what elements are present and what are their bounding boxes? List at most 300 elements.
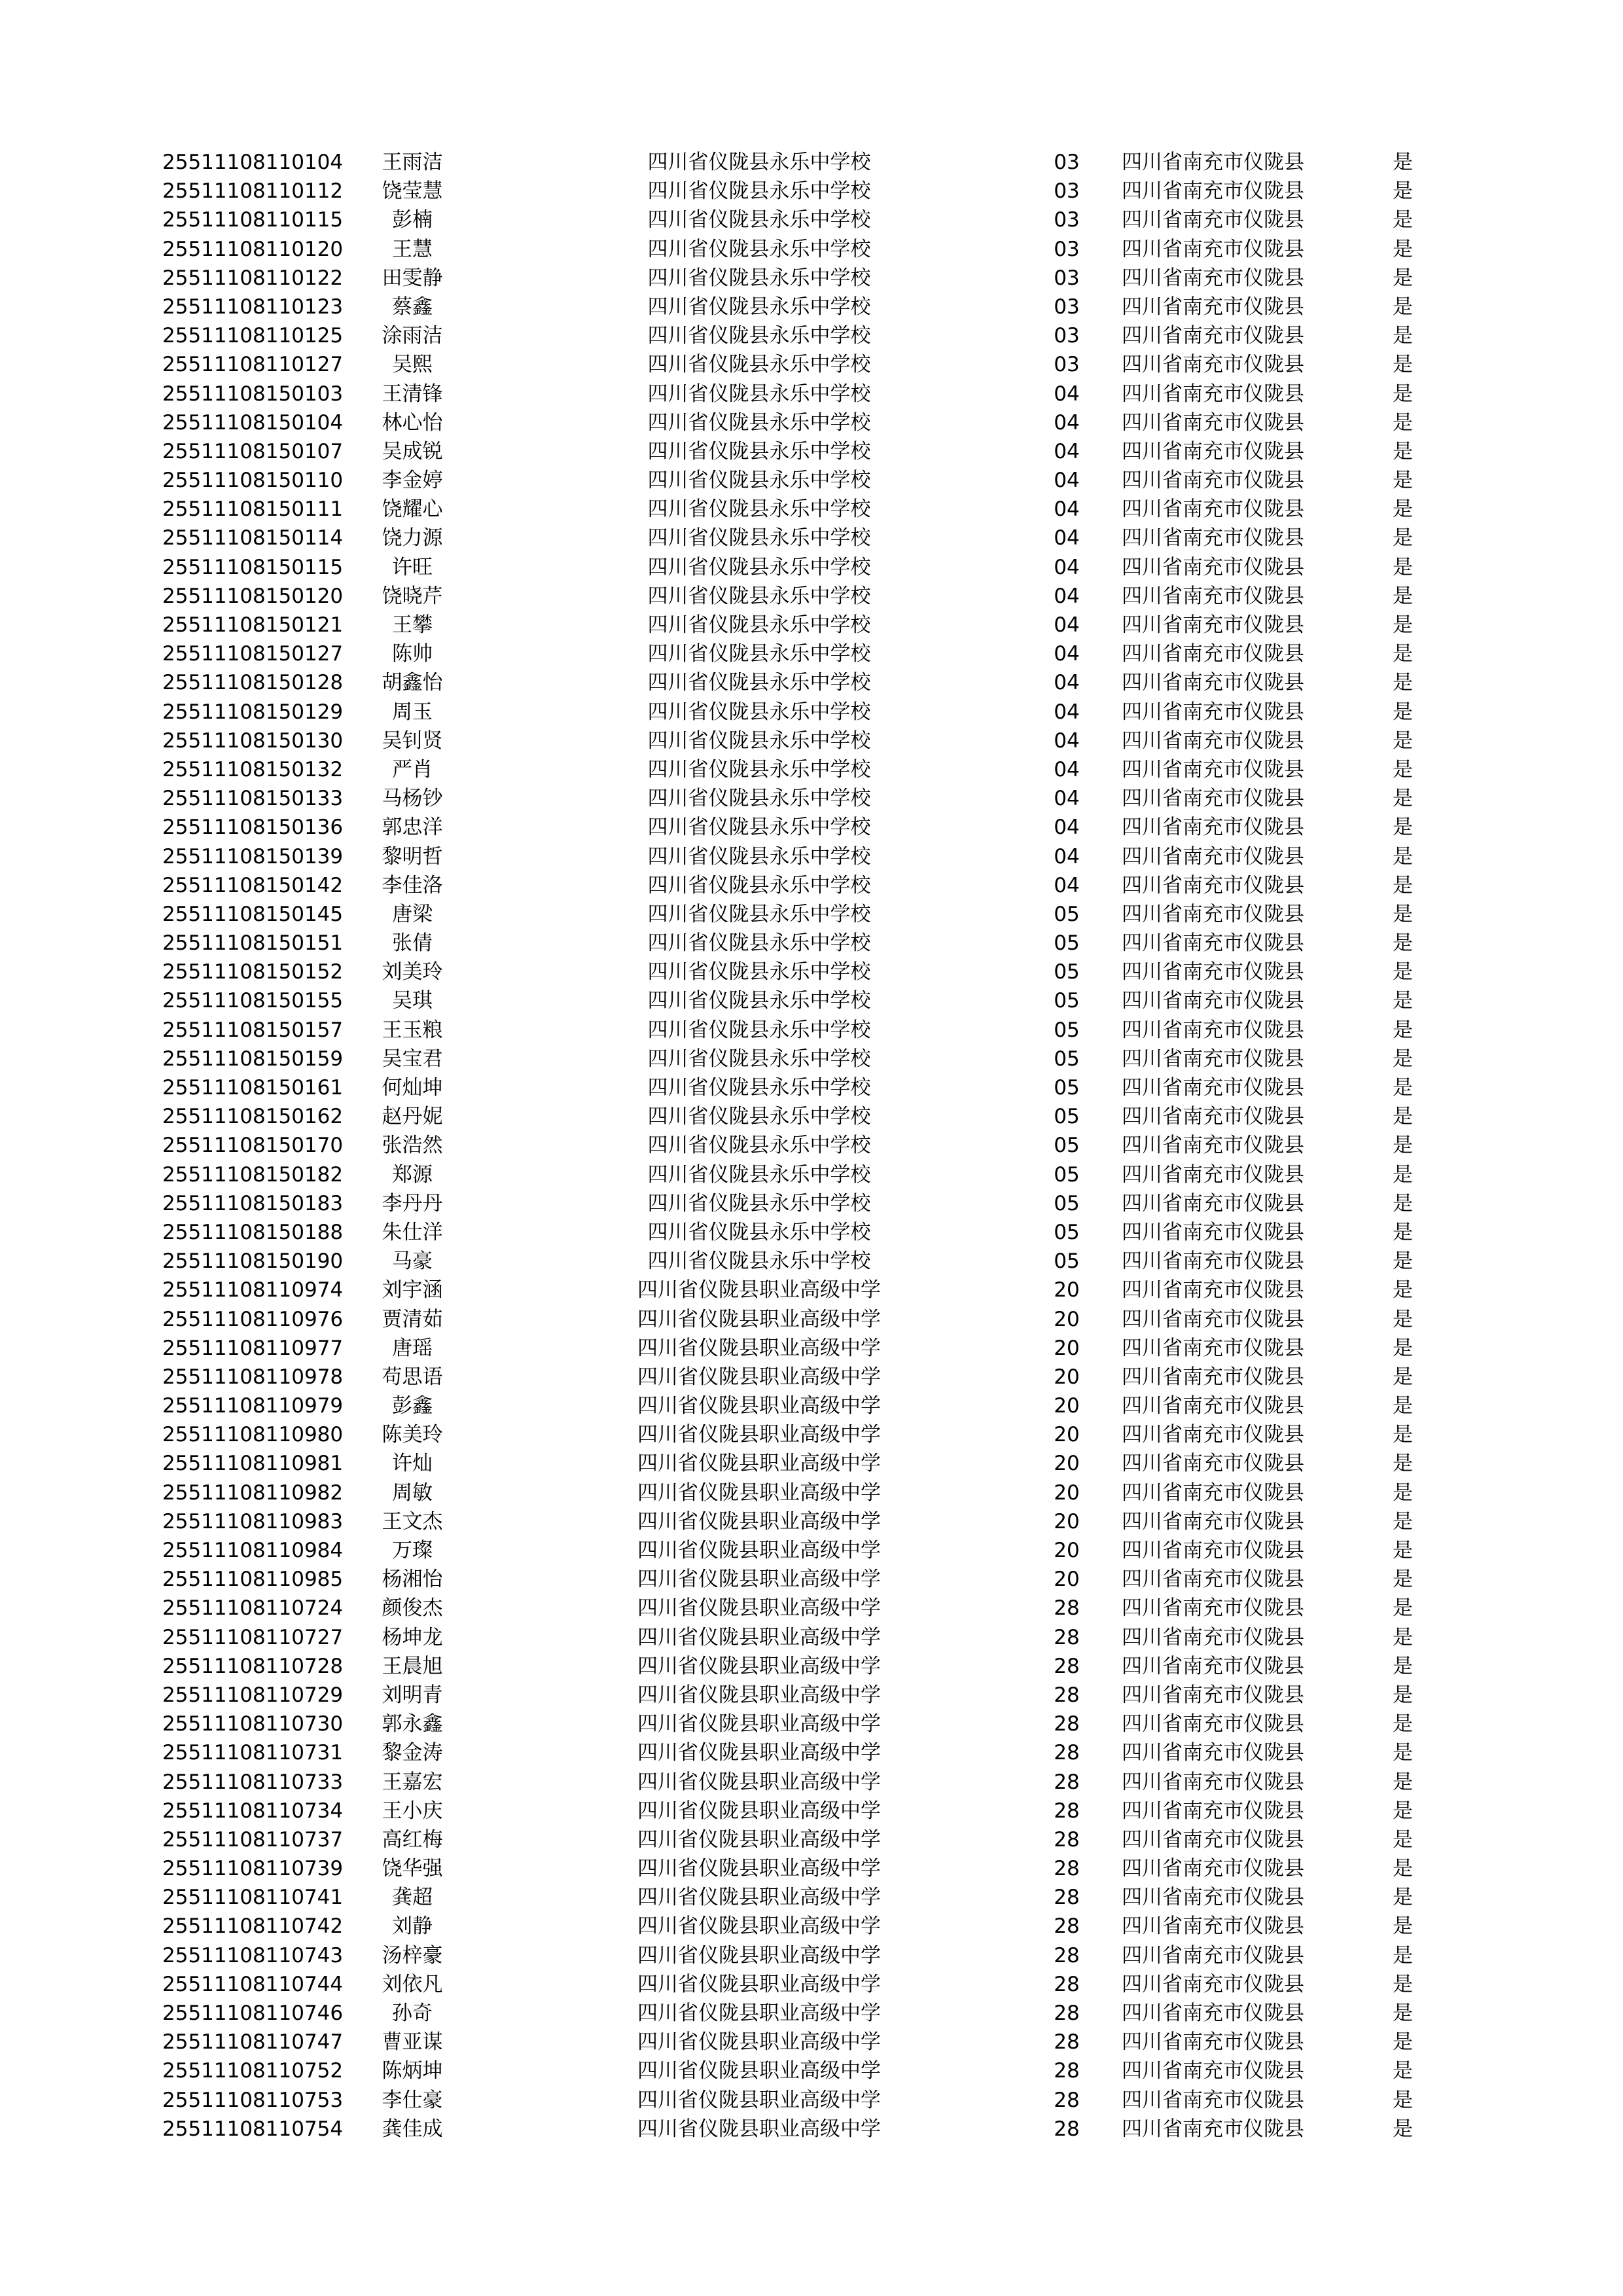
region-name: 四川省南充市仪陇县 [1122, 1249, 1304, 1274]
table-row [0, 842, 1623, 871]
eligibility-flag: 是 [1393, 931, 1413, 956]
eligibility-flag: 是 [1393, 1943, 1413, 1967]
table-row [0, 2056, 1623, 2085]
eligibility-flag: 是 [1393, 2117, 1413, 2141]
school-name: 四川省仪陇县永乐中学校 [647, 1105, 871, 1129]
school-name: 四川省仪陇县永乐中学校 [647, 1249, 871, 1274]
student-name: 黎明哲 [382, 844, 443, 869]
school-name: 四川省仪陇县永乐中学校 [647, 816, 871, 840]
candidate-id: 25511108150107 [162, 439, 344, 463]
student-name: 唐梁 [392, 902, 433, 926]
region-name: 四川省南充市仪陇县 [1122, 728, 1304, 753]
region-name: 四川省南充市仪陇县 [1122, 1943, 1304, 1967]
eligibility-flag: 是 [1393, 1972, 1413, 1996]
school-name: 四川省仪陇县职业高级中学 [637, 1799, 881, 1823]
table-row [0, 639, 1623, 668]
candidate-id: 25511108110974 [162, 1278, 344, 1302]
eligibility-flag: 是 [1393, 1886, 1413, 1910]
school-name: 四川省仪陇县永乐中学校 [647, 844, 871, 869]
region-name: 四川省南充市仪陇县 [1122, 469, 1304, 493]
candidate-id: 25511108150121 [162, 613, 344, 637]
class-code: 03 [1054, 324, 1080, 348]
candidate-id: 25511108110983 [162, 1509, 344, 1534]
class-code: 20 [1054, 1365, 1080, 1389]
student-name: 涂雨洁 [382, 324, 443, 348]
table-row [0, 1565, 1623, 1594]
eligibility-flag: 是 [1393, 295, 1413, 319]
school-name: 四川省仪陇县永乐中学校 [647, 1047, 871, 1071]
eligibility-flag: 是 [1393, 1914, 1413, 1939]
region-name: 四川省南充市仪陇县 [1122, 2088, 1304, 2112]
school-name: 四川省仪陇县永乐中学校 [647, 497, 871, 522]
school-name: 四川省仪陇县永乐中学校 [647, 1076, 871, 1100]
candidate-id: 25511108150188 [162, 1220, 344, 1244]
class-code: 20 [1054, 1568, 1080, 1592]
eligibility-flag: 是 [1393, 526, 1413, 550]
candidate-id: 25511108150155 [162, 989, 344, 1013]
class-code: 04 [1054, 642, 1080, 666]
student-name: 王慧 [392, 237, 433, 261]
candidate-id: 25511108150132 [162, 757, 344, 781]
class-code: 04 [1054, 844, 1080, 869]
class-code: 04 [1054, 700, 1080, 724]
candidate-id: 25511108110125 [162, 324, 344, 348]
student-name: 孙奇 [392, 2001, 433, 2025]
table-row [0, 2115, 1623, 2144]
region-name: 四川省南充市仪陇县 [1122, 844, 1304, 869]
table-row [0, 437, 1623, 466]
student-name: 吴熙 [392, 353, 433, 377]
school-name: 四川省仪陇县永乐中学校 [647, 439, 871, 463]
school-name: 四川省仪陇县永乐中学校 [647, 179, 871, 204]
student-name: 龚超 [392, 1886, 433, 1910]
region-name: 四川省南充市仪陇县 [1122, 1365, 1304, 1389]
table-row [0, 495, 1623, 524]
table-row [0, 986, 1623, 1015]
school-name: 四川省仪陇县永乐中学校 [647, 469, 871, 493]
eligibility-flag: 是 [1393, 1336, 1413, 1360]
school-name: 四川省仪陇县职业高级中学 [637, 2117, 881, 2141]
class-code: 05 [1054, 1249, 1080, 1274]
class-code: 28 [1054, 1770, 1080, 1794]
region-name: 四川省南充市仪陇县 [1122, 1914, 1304, 1939]
school-name: 四川省仪陇县职业高级中学 [637, 1394, 881, 1418]
region-name: 四川省南充市仪陇县 [1122, 1423, 1304, 1447]
candidate-id: 25511108110737 [162, 1827, 344, 1852]
eligibility-flag: 是 [1393, 555, 1413, 579]
candidate-id: 25511108110728 [162, 1654, 344, 1678]
table-row [0, 1854, 1623, 1883]
table-row [0, 466, 1623, 495]
table-row [0, 2028, 1623, 2056]
region-name: 四川省南充市仪陇县 [1122, 700, 1304, 724]
candidate-id: 25511108110982 [162, 1480, 344, 1505]
eligibility-flag: 是 [1393, 1134, 1413, 1158]
table-row [0, 1102, 1623, 1131]
school-name: 四川省仪陇县职业高级中学 [637, 1886, 881, 1910]
student-name: 饶华强 [382, 1857, 443, 1881]
student-name: 刘明青 [382, 1683, 443, 1707]
table-row [0, 1768, 1623, 1797]
eligibility-flag: 是 [1393, 1539, 1413, 1562]
table-row [0, 1420, 1623, 1449]
class-code: 28 [1054, 2088, 1080, 2112]
school-name: 四川省仪陇县职业高级中学 [637, 1480, 881, 1505]
eligibility-flag: 是 [1393, 584, 1413, 608]
eligibility-flag: 是 [1393, 787, 1413, 811]
eligibility-flag: 是 [1393, 1625, 1413, 1649]
student-name: 张浩然 [382, 1134, 443, 1158]
class-code: 04 [1054, 382, 1080, 406]
region-name: 四川省南充市仪陇县 [1122, 266, 1304, 290]
school-name: 四川省仪陇县永乐中学校 [647, 1220, 871, 1244]
eligibility-flag: 是 [1393, 1249, 1413, 1274]
eligibility-flag: 是 [1393, 1220, 1413, 1244]
region-name: 四川省南充市仪陇县 [1122, 1683, 1304, 1707]
region-name: 四川省南充市仪陇县 [1122, 787, 1304, 811]
student-name: 彭楠 [392, 208, 433, 232]
table-row [0, 1594, 1623, 1623]
school-name: 四川省仪陇县永乐中学校 [647, 208, 871, 232]
student-name: 陈美玲 [382, 1423, 443, 1447]
candidate-id: 25511108110739 [162, 1857, 344, 1881]
region-name: 四川省南充市仪陇县 [1122, 2030, 1304, 2054]
region-name: 四川省南充市仪陇县 [1122, 1972, 1304, 1996]
student-name: 吴成锐 [382, 439, 443, 463]
school-name: 四川省仪陇县职业高级中学 [637, 1539, 881, 1562]
class-code: 05 [1054, 1134, 1080, 1158]
eligibility-flag: 是 [1393, 757, 1413, 781]
candidate-id: 25511108110743 [162, 1943, 344, 1967]
school-name: 四川省仪陇县永乐中学校 [647, 787, 871, 811]
school-name: 四川省仪陇县职业高级中学 [637, 2088, 881, 2112]
class-code: 05 [1054, 1191, 1080, 1215]
region-name: 四川省南充市仪陇县 [1122, 1162, 1304, 1187]
school-name: 四川省仪陇县永乐中学校 [647, 1191, 871, 1215]
candidate-id: 25511108150161 [162, 1076, 344, 1100]
school-name: 四川省仪陇县永乐中学校 [647, 324, 871, 348]
candidate-id: 25511108150162 [162, 1105, 344, 1129]
region-name: 四川省南充市仪陇县 [1122, 353, 1304, 377]
class-code: 28 [1054, 1654, 1080, 1678]
region-name: 四川省南充市仪陇县 [1122, 2059, 1304, 2083]
student-name: 马豪 [392, 1249, 433, 1274]
table-row [0, 235, 1623, 264]
table-row [0, 611, 1623, 639]
region-name: 四川省南充市仪陇县 [1122, 555, 1304, 579]
class-code: 28 [1054, 2030, 1080, 2054]
region-name: 四川省南充市仪陇县 [1122, 179, 1304, 204]
class-code: 04 [1054, 671, 1080, 695]
class-code: 28 [1054, 1827, 1080, 1852]
candidate-id: 25511108110978 [162, 1365, 344, 1389]
school-name: 四川省仪陇县职业高级中学 [637, 1423, 881, 1447]
class-code: 28 [1054, 1741, 1080, 1765]
eligibility-flag: 是 [1393, 2059, 1413, 2083]
candidate-id: 25511108110984 [162, 1539, 344, 1562]
candidate-id: 25511108110977 [162, 1336, 344, 1360]
candidate-id: 25511108110980 [162, 1423, 344, 1447]
region-name: 四川省南充市仪陇县 [1122, 208, 1304, 232]
candidate-id: 25511108110123 [162, 295, 344, 319]
class-code: 04 [1054, 497, 1080, 522]
candidate-id: 25511108110724 [162, 1596, 344, 1621]
eligibility-flag: 是 [1393, 1278, 1413, 1302]
region-name: 四川省南充市仪陇县 [1122, 1220, 1304, 1244]
candidate-id: 25511108110727 [162, 1625, 344, 1649]
school-name: 四川省仪陇县职业高级中学 [637, 1827, 881, 1852]
candidate-id: 25511108110730 [162, 1712, 344, 1736]
school-name: 四川省仪陇县永乐中学校 [647, 266, 871, 290]
student-name: 周玉 [392, 700, 433, 724]
school-name: 四川省仪陇县职业高级中学 [637, 1770, 881, 1794]
candidate-id: 25511108110979 [162, 1394, 344, 1418]
eligibility-flag: 是 [1393, 1857, 1413, 1881]
school-name: 四川省仪陇县职业高级中学 [637, 1452, 881, 1476]
student-name: 王嘉宏 [382, 1770, 443, 1794]
student-name: 吴钊贤 [382, 728, 443, 753]
candidate-id: 25511108150120 [162, 584, 344, 608]
class-code: 28 [1054, 2117, 1080, 2141]
class-code: 05 [1054, 989, 1080, 1013]
school-name: 四川省仪陇县永乐中学校 [647, 757, 871, 781]
region-name: 四川省南充市仪陇县 [1122, 613, 1304, 637]
eligibility-flag: 是 [1393, 497, 1413, 522]
class-code: 28 [1054, 1857, 1080, 1881]
eligibility-flag: 是 [1393, 2030, 1413, 2054]
class-code: 28 [1054, 1712, 1080, 1736]
region-name: 四川省南充市仪陇县 [1122, 1596, 1304, 1621]
table-row [0, 784, 1623, 813]
class-code: 20 [1054, 1452, 1080, 1476]
class-code: 05 [1054, 1047, 1080, 1071]
table-row [0, 1276, 1623, 1304]
eligibility-flag: 是 [1393, 151, 1413, 174]
student-name: 饶晓芹 [382, 584, 443, 608]
class-code: 04 [1054, 728, 1080, 753]
class-code: 28 [1054, 1799, 1080, 1823]
region-name: 四川省南充市仪陇县 [1122, 816, 1304, 840]
candidate-id: 25511108110729 [162, 1683, 344, 1707]
class-code: 04 [1054, 816, 1080, 840]
school-name: 四川省仪陇县永乐中学校 [647, 584, 871, 608]
candidate-id: 25511108150103 [162, 382, 344, 406]
school-name: 四川省仪陇县永乐中学校 [647, 728, 871, 753]
table-row [0, 929, 1623, 958]
candidate-id: 25511108150127 [162, 642, 344, 666]
student-name: 周敏 [392, 1480, 433, 1505]
school-name: 四川省仪陇县永乐中学校 [647, 960, 871, 984]
student-name: 许旺 [392, 555, 433, 579]
eligibility-flag: 是 [1393, 1480, 1413, 1505]
eligibility-flag: 是 [1393, 642, 1413, 666]
table-row [0, 1797, 1623, 1825]
school-name: 四川省仪陇县职业高级中学 [637, 1336, 881, 1360]
table-row [0, 1883, 1623, 1912]
candidate-id: 25511108150139 [162, 844, 344, 869]
school-name: 四川省仪陇县职业高级中学 [637, 1943, 881, 1967]
candidate-id: 25511108110731 [162, 1741, 344, 1765]
class-code: 04 [1054, 526, 1080, 550]
region-name: 四川省南充市仪陇县 [1122, 1018, 1304, 1042]
school-name: 四川省仪陇县永乐中学校 [647, 989, 871, 1013]
student-name: 陈帅 [392, 642, 433, 666]
candidate-id: 25511108110127 [162, 353, 344, 377]
school-name: 四川省仪陇县职业高级中学 [637, 2001, 881, 2025]
table-row [0, 177, 1623, 206]
school-name: 四川省仪陇县职业高级中学 [637, 1365, 881, 1389]
region-name: 四川省南充市仪陇县 [1122, 1625, 1304, 1649]
school-name: 四川省仪陇县永乐中学校 [647, 1018, 871, 1042]
student-name: 郑源 [392, 1162, 433, 1187]
candidate-id: 25511108150130 [162, 728, 344, 753]
table-row [0, 755, 1623, 784]
candidate-id: 25511108110741 [162, 1886, 344, 1910]
candidate-id: 25511108150145 [162, 902, 344, 926]
class-code: 28 [1054, 1914, 1080, 1939]
school-name: 四川省仪陇县永乐中学校 [647, 931, 871, 956]
school-name: 四川省仪陇县永乐中学校 [647, 353, 871, 377]
eligibility-flag: 是 [1393, 2088, 1413, 2112]
eligibility-flag: 是 [1393, 728, 1413, 753]
table-row [0, 1016, 1623, 1045]
eligibility-flag: 是 [1393, 324, 1413, 348]
class-code: 05 [1054, 1018, 1080, 1042]
eligibility-flag: 是 [1393, 1509, 1413, 1534]
student-name: 王清锋 [382, 382, 443, 406]
class-code: 20 [1054, 1539, 1080, 1562]
eligibility-flag: 是 [1393, 989, 1413, 1013]
school-name: 四川省仪陇县永乐中学校 [647, 151, 871, 174]
student-name: 李丹丹 [382, 1191, 443, 1215]
class-code: 28 [1054, 2059, 1080, 2083]
table-row [0, 1507, 1623, 1536]
eligibility-flag: 是 [1393, 266, 1413, 290]
student-name: 陈炳坤 [382, 2059, 443, 2083]
class-code: 20 [1054, 1509, 1080, 1534]
class-code: 03 [1054, 237, 1080, 261]
eligibility-flag: 是 [1393, 1568, 1413, 1592]
student-name: 王小庆 [382, 1799, 443, 1823]
table-row [0, 1623, 1623, 1652]
table-row [0, 321, 1623, 350]
region-name: 四川省南充市仪陇县 [1122, 1480, 1304, 1505]
candidate-id: 25511108150190 [162, 1249, 344, 1274]
school-name: 四川省仪陇县职业高级中学 [637, 1857, 881, 1881]
class-code: 04 [1054, 873, 1080, 897]
student-name: 李仕豪 [382, 2088, 443, 2112]
class-code: 20 [1054, 1336, 1080, 1360]
table-row [0, 1247, 1623, 1276]
candidate-id: 25511108150182 [162, 1162, 344, 1187]
class-code: 04 [1054, 584, 1080, 608]
eligibility-flag: 是 [1393, 208, 1413, 232]
school-name: 四川省仪陇县永乐中学校 [647, 873, 871, 897]
region-name: 四川省南充市仪陇县 [1122, 1741, 1304, 1765]
table-row [0, 1045, 1623, 1073]
eligibility-flag: 是 [1393, 382, 1413, 406]
region-name: 四川省南充市仪陇县 [1122, 439, 1304, 463]
school-name: 四川省仪陇县永乐中学校 [647, 671, 871, 695]
region-name: 四川省南充市仪陇县 [1122, 1307, 1304, 1331]
region-name: 四川省南充市仪陇县 [1122, 237, 1304, 261]
class-code: 20 [1054, 1423, 1080, 1447]
candidate-id: 25511108110754 [162, 2117, 344, 2141]
table-row [0, 206, 1623, 234]
class-code: 03 [1054, 208, 1080, 232]
region-name: 四川省南充市仪陇县 [1122, 324, 1304, 348]
region-name: 四川省南充市仪陇县 [1122, 1857, 1304, 1881]
student-name: 吴宝君 [382, 1047, 443, 1071]
region-name: 四川省南充市仪陇县 [1122, 526, 1304, 550]
eligibility-flag: 是 [1393, 1683, 1413, 1707]
student-name: 郭永鑫 [382, 1712, 443, 1736]
eligibility-flag: 是 [1393, 1191, 1413, 1215]
table-row [0, 350, 1623, 379]
table-row [0, 1710, 1623, 1738]
class-code: 20 [1054, 1307, 1080, 1331]
eligibility-flag: 是 [1393, 1105, 1413, 1129]
class-code: 04 [1054, 439, 1080, 463]
student-name: 刘依凡 [382, 1972, 443, 1996]
class-code: 05 [1054, 1105, 1080, 1129]
region-name: 四川省南充市仪陇县 [1122, 1105, 1304, 1129]
student-name: 曹亚谋 [382, 2030, 443, 2054]
table-row [0, 293, 1623, 321]
eligibility-flag: 是 [1393, 700, 1413, 724]
student-name: 高红梅 [382, 1827, 443, 1852]
eligibility-flag: 是 [1393, 439, 1413, 463]
roster-list [0, 148, 1623, 2144]
school-name: 四川省仪陇县永乐中学校 [647, 642, 871, 666]
school-name: 四川省仪陇县职业高级中学 [637, 1741, 881, 1765]
region-name: 四川省南充市仪陇县 [1122, 1076, 1304, 1100]
school-name: 四川省仪陇县职业高级中学 [637, 1509, 881, 1534]
eligibility-flag: 是 [1393, 1654, 1413, 1678]
region-name: 四川省南充市仪陇县 [1122, 931, 1304, 956]
eligibility-flag: 是 [1393, 873, 1413, 897]
class-code: 28 [1054, 1972, 1080, 1996]
table-row [0, 1999, 1623, 2028]
class-code: 03 [1054, 295, 1080, 319]
region-name: 四川省南充市仪陇县 [1122, 497, 1304, 522]
student-name: 许灿 [392, 1452, 433, 1476]
school-name: 四川省仪陇县永乐中学校 [647, 295, 871, 319]
table-row [0, 1652, 1623, 1681]
student-name: 黎金涛 [382, 1741, 443, 1765]
eligibility-flag: 是 [1393, 1423, 1413, 1447]
candidate-id: 25511108150170 [162, 1134, 344, 1158]
region-name: 四川省南充市仪陇县 [1122, 1770, 1304, 1794]
school-name: 四川省仪陇县职业高级中学 [637, 1683, 881, 1707]
table-row [0, 1189, 1623, 1218]
student-name: 贾清茹 [382, 1307, 443, 1331]
eligibility-flag: 是 [1393, 410, 1413, 435]
class-code: 28 [1054, 2001, 1080, 2025]
candidate-id: 25511108150111 [162, 497, 344, 522]
eligibility-flag: 是 [1393, 1307, 1413, 1331]
student-name: 颜俊杰 [382, 1596, 443, 1621]
candidate-id: 25511108110122 [162, 266, 344, 290]
school-name: 四川省仪陇县永乐中学校 [647, 526, 871, 550]
student-name: 王文杰 [382, 1509, 443, 1534]
region-name: 四川省南充市仪陇县 [1122, 151, 1304, 174]
table-row [0, 813, 1623, 842]
eligibility-flag: 是 [1393, 1452, 1413, 1476]
school-name: 四川省仪陇县永乐中学校 [647, 410, 871, 435]
class-code: 03 [1054, 353, 1080, 377]
candidate-id: 25511108110985 [162, 1568, 344, 1592]
